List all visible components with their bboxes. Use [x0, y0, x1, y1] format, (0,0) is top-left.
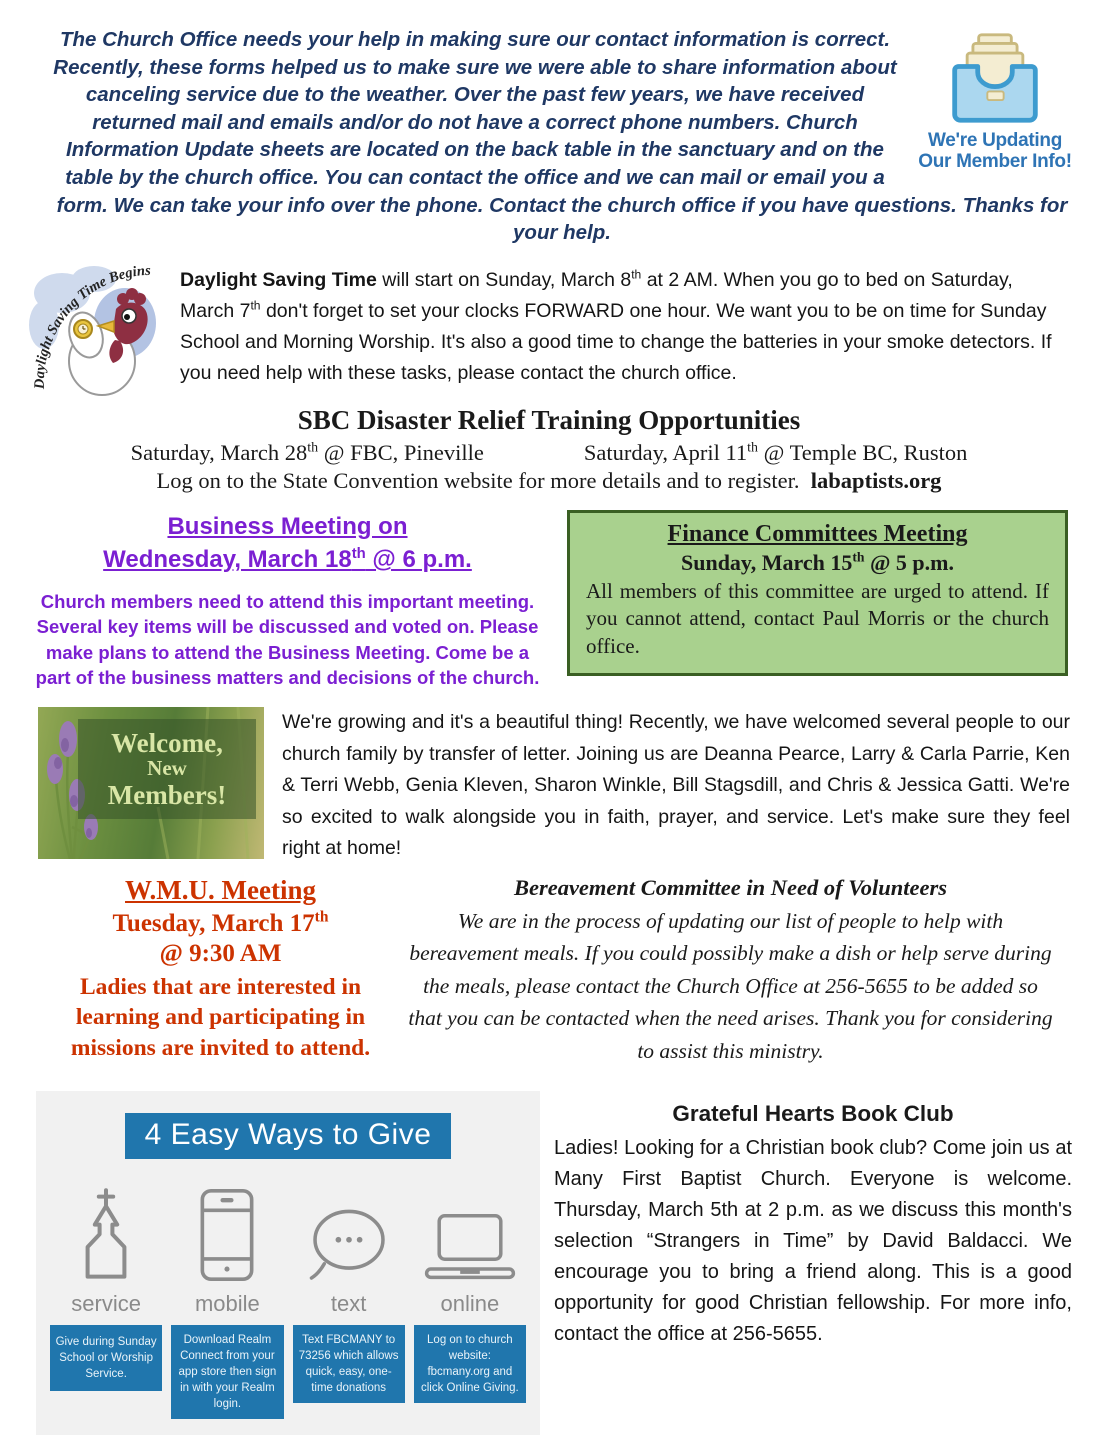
bereavement-title: Bereavement Committee in Need of Volunteers [513, 874, 948, 900]
giving-grid [50, 1181, 526, 1419]
finance-meeting-title: Finance Committees Meeting [667, 520, 968, 547]
giving-title: 4 Easy Ways to Give [125, 1113, 452, 1159]
sbc-training-section [0, 405, 1098, 494]
sbc-register-line: Log on to the State Convention website for more details and to register. labaptists.org [156, 467, 942, 493]
pocket-watch [74, 320, 92, 338]
giving-method-online [414, 1181, 526, 1419]
giving-label-service: service [71, 1291, 141, 1316]
daylight-image-caption: Daylight Saving Time Begins [31, 262, 152, 389]
giving-method-mobile [171, 1181, 283, 1419]
member-info-badge [916, 30, 1074, 182]
laptop-icon [421, 1211, 519, 1285]
sbc-dates [0, 440, 1098, 466]
wmu-title: W.M.U. Meeting [125, 874, 316, 905]
wmu-bereavement-row [30, 875, 1068, 1068]
welcome-image-caption: Welcome, New Members! [78, 719, 256, 819]
business-meeting-section [30, 510, 545, 691]
member-info-caption: We're Updating Our Member Info! [918, 130, 1072, 173]
daylight-lead: Daylight Saving Time [180, 268, 377, 291]
daylight-saving-rooster-image [28, 259, 170, 399]
contact-update-section [0, 0, 1098, 247]
giving-detail-service: Give during Sunday School or Worship Service. [50, 1325, 162, 1391]
card-file-box-icon [947, 30, 1043, 126]
wmu-time: @ 9:30 AM [159, 939, 282, 967]
bereavement-section [393, 875, 1068, 1068]
giving-label-mobile: mobile [194, 1291, 260, 1316]
daylight-saving-section [28, 259, 1072, 399]
book-club-title: Grateful Hearts Book Club [672, 1101, 954, 1126]
wmu-body: Ladies that are interested in learning and participating in missions are invited to attend. [70, 973, 371, 1061]
church-icon [70, 1185, 142, 1285]
wmu-date: Tuesday, March 17th [112, 908, 329, 937]
finance-meeting-date: Sunday, March 15th @ 5 p.m. [680, 549, 954, 575]
business-meeting-title: Business Meeting on Wednesday, March 18th @ 6 p.m. [103, 512, 472, 574]
chat-bubble-icon [303, 1203, 395, 1285]
daylight-saving-text: Daylight Saving Time will start on Sunday, March 8th at 2 AM. When you go to bed on Saturday, March 7th don't forget to set your clocks FORWARD one hour. We want you to be on time for Sunday School and Morning Worship. It's also a good time to change the batteries in your smoke detectors. If you need help with these tasks, please contact the church office. [180, 267, 1052, 384]
book-club-section [554, 1091, 1072, 1435]
giving-label-text: text [330, 1291, 367, 1316]
smartphone-icon [198, 1185, 256, 1285]
bereavement-body: We are in the process of updating our list of people to help with bereavement meals. If you could possibly make a dish or help serve during the meals, please contact the Church Office at 256-5655 to be added so that you can be contacted when the need arises. Thank you for considering to assist this ministry. [408, 908, 1053, 1063]
sbc-website: labaptists.org [810, 467, 942, 493]
bottom-row [36, 1091, 1072, 1435]
book-club-body: Ladies! Looking for a Christian book club? Come join us at Many First Baptist Church. Everyone is welcome. Thursday, March 5th at 2 p.m. as we discuss this month's selection “Strangers in Time” by David Baldacci. We encourage you to bring a friend along. This is a good opportunity for good Christian fellowship. For more info, contact the office at 256-5655. [554, 1137, 1072, 1345]
giving-method-service [50, 1181, 162, 1419]
ways-to-give-graphic [36, 1091, 540, 1435]
contact-update-text: The Church Office needs your help in making sure our contact information is correct. Recently, these forms helped us to make sure we were able to share information about canceling service due to the weather. Over the past few years, we have received returned mail and emails and/or do not have a correct phone numbers. Church Information Update sheets are located on the back table in the sanctuary and on the table by the church office. You can contact the office and we can mail or email you a form. We can take your info over the phone. Contact the church office if you have questions. Thanks for your help. [53, 28, 1068, 245]
giving-detail-text: Text FBCMANY to 73256 which allows quick, easy, one-time donations [293, 1325, 405, 1403]
giving-detail-online: Log on to church website: fbcmany.org and click Online Giving. [414, 1325, 526, 1403]
wmu-meeting-section [48, 875, 393, 1068]
sbc-title: SBC Disaster Relief Training Opportunities [297, 404, 801, 435]
welcome-new-members-image [38, 707, 264, 859]
sbc-event-1: Saturday, March 28th @ FBC, Pineville [130, 439, 484, 465]
finance-meeting-body: All members of this committee are urged to attend. If you cannot attend, contact Paul Morris or the church office. [586, 578, 1049, 659]
giving-label-online: online [440, 1291, 500, 1316]
welcome-members-section [38, 707, 1070, 865]
giving-detail-mobile: Download Realm Connect from your app store then sign in with your Realm login. [171, 1325, 283, 1419]
finance-meeting-box [567, 510, 1068, 676]
welcome-members-text: We're growing and it's a beautiful thing! Recently, we have welcomed several people to our church family by transfer of letter. Joining us are Deanna Pearce, Larry & Carla Parrie, Ken & Terri Webb, Genia Kleven, Sharon Winkle, Bill Stagsdill, and Chris & Jessica Gatti. We're so excited to walk alongside you in faith, prayer, and service. Let's make sure they feel right at home! [282, 711, 1070, 859]
sbc-event-2: Saturday, April 11th @ Temple BC, Ruston [583, 439, 968, 465]
giving-method-text [293, 1181, 405, 1419]
meetings-row [30, 510, 1068, 691]
business-meeting-body: Church members need to attend this important meeting. Several key items will be discussed and voted on. Please make plans to attend the Business Meeting. Come be a part of the business matters and decisions of the church. [35, 590, 540, 689]
